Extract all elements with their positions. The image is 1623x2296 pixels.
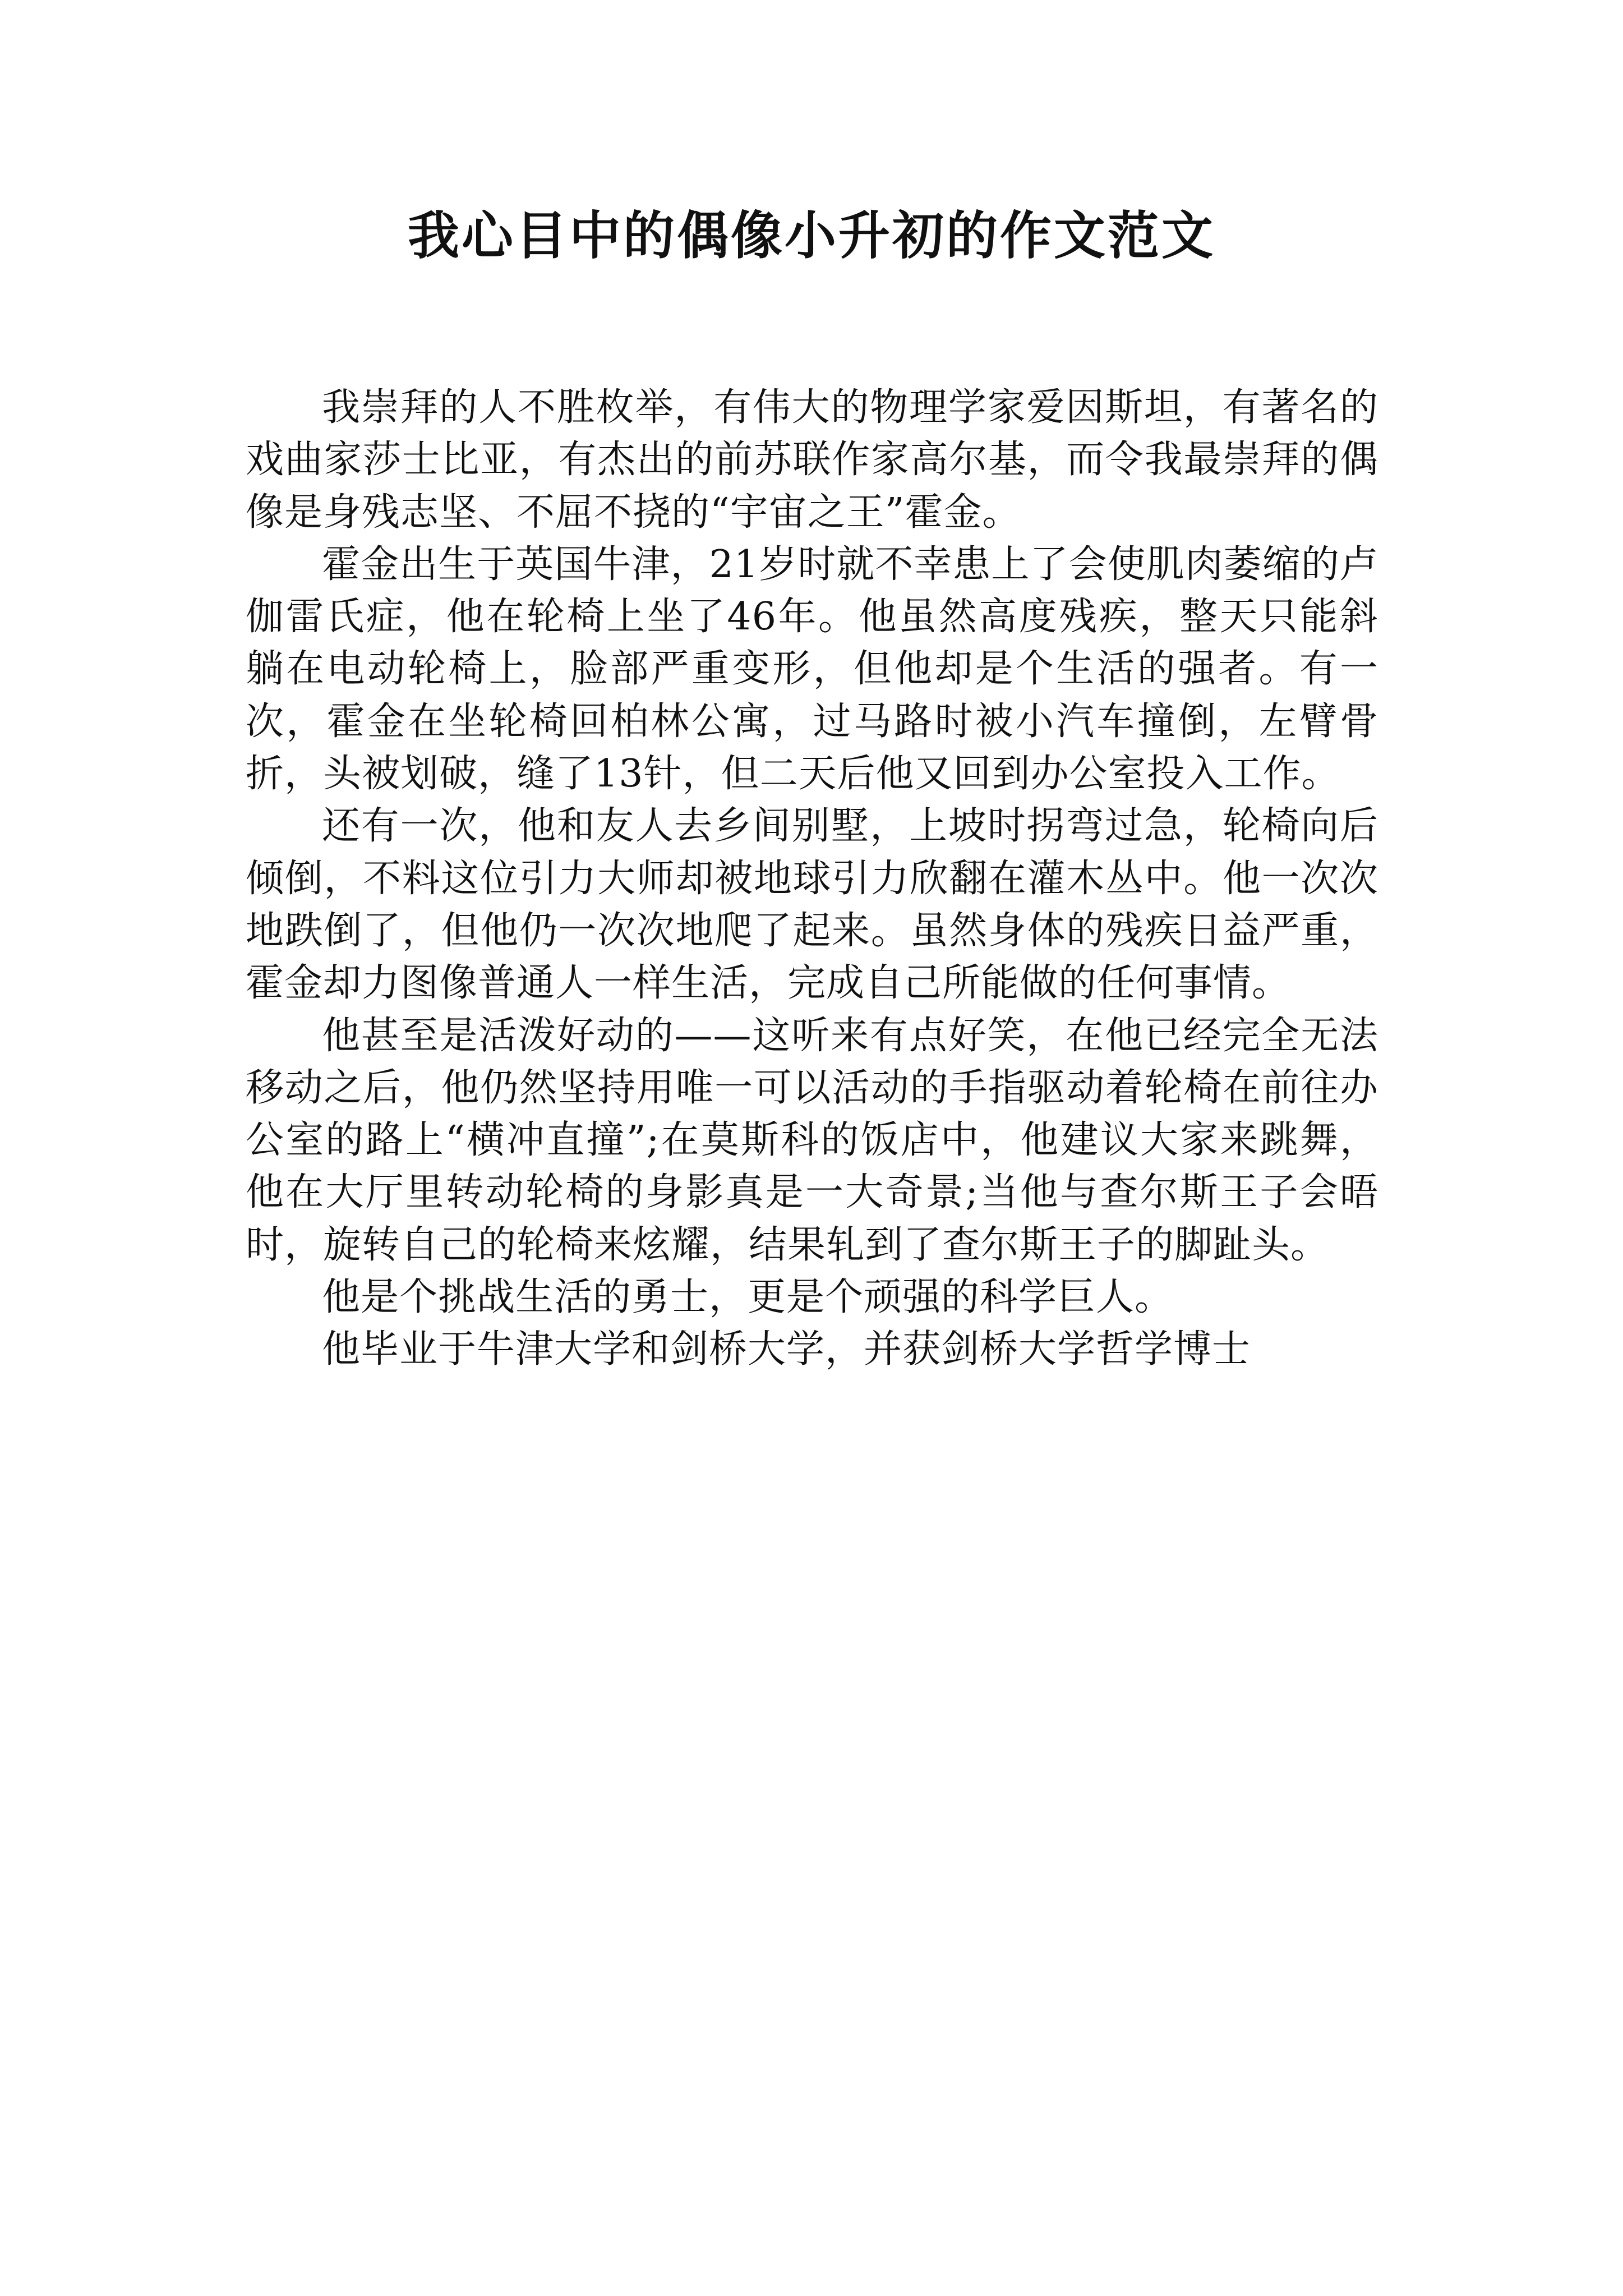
paragraph: 我崇拜的人不胜枚举，有伟大的物理学家爱因斯坦，有著名的戏曲家莎士比亚，有杰出的前苏联作家高尔基，而令我最崇拜的偶像是身残志坚、不屈不挠的“宇宙之王”霍金。 <box>246 385 1378 535</box>
paragraph: 他是个挑战生活的勇士，更是个顽强的科学巨人。 <box>322 1275 1174 1320</box>
document-title: 我心目中的偶像小升初的作文范文 <box>407 205 1215 266</box>
paragraph: 他毕业于牛津大学和剑桥大学，并获剑桥大学哲学博士 <box>322 1327 1251 1372</box>
paragraph: 他甚至是活泼好动的——这听来有点好笑，在他已经完全无法移动之后，他仍然坚持用唯一可以活动的手指驱动着轮椅在前往办公室的路上“横冲直撞”;在莫斯科的饭店中，他建议大家来跳舞，他在大厅里转动轮椅的身影真是一大奇景;当他与查尔斯王子会晤时，旋转自己的轮椅来炫耀，结果轧到了查尔斯王子的脚趾头。 <box>246 1013 1378 1267</box>
paragraph: 霍金出生于英国牛津，21岁时就不幸患上了会使肌肉萎缩的卢伽雷氏症，他在轮椅上坐了46年。他虽然高度残疾，整天只能斜躺在电动轮椅上，脸部严重变形，但他却是个生活的强者。有一次，霍金在坐轮椅回柏林公寓，过马路时被小汽车撞倒，左臂骨折，头被划破，缝了13针，但二天后他又回到办公室投入工作。 <box>246 542 1378 797</box>
document-body <box>246 381 1378 1376</box>
paragraph: 还有一次，他和友人去乡间别墅，上坡时拐弯过急，轮椅向后倾倒，不料这位引力大师却被地球引力欣翻在灌木丛中。他一次次地跌倒了，但他仍一次次地爬了起来。虽然身体的残疾日益严重，霍金却力图像普通人一样生活，完成自己所能做的任何事情。 <box>246 804 1378 1006</box>
